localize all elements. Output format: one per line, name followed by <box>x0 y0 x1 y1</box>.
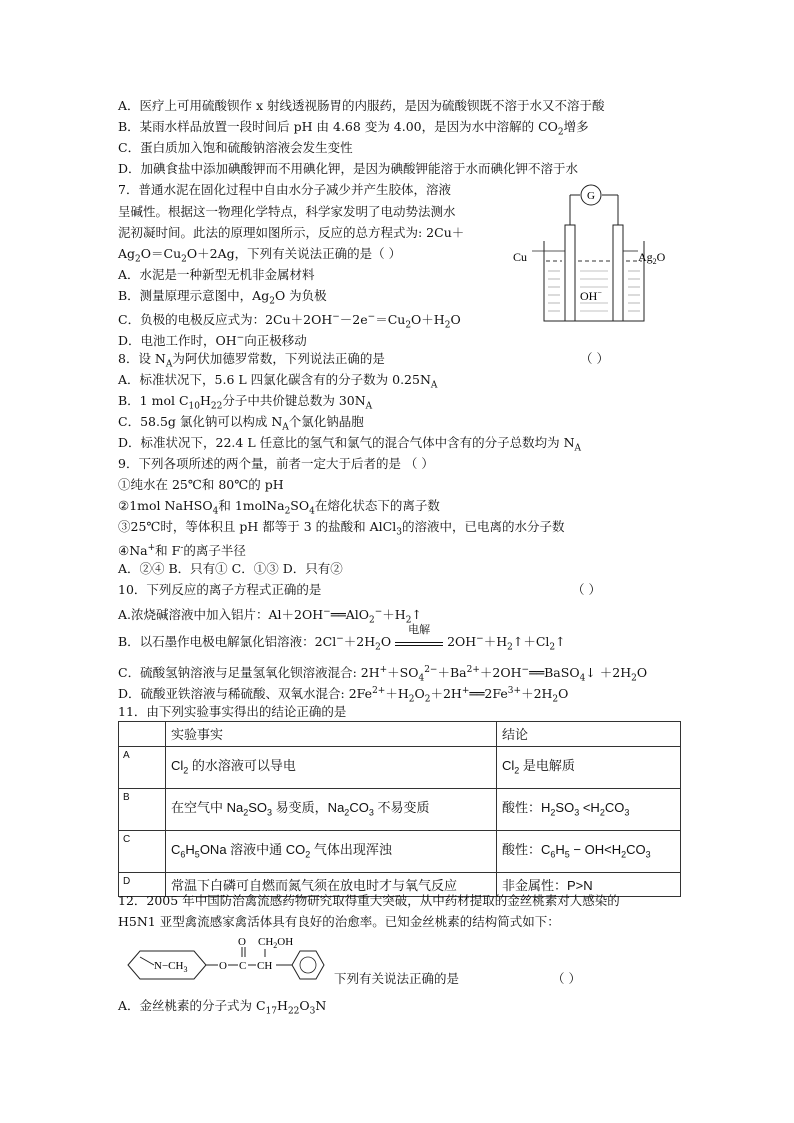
q8-answer-paren: （ ） <box>580 351 609 366</box>
row-conclusion: $Cl_2$ 是电解质 <box>502 758 575 776</box>
row-conclusion: 非金属性：P>N <box>502 878 593 893</box>
q7-stem-4: $Ag_2O=Cu_2O+2Ag$，下列有关说法正确的是（ ） <box>118 246 402 265</box>
electrochemistry-diagram <box>510 183 680 325</box>
q9-item-3: ③25℃时，等体积且 pH 都等于 3 的盐酸和 AlCl$_3$的溶液中，已电离的水分子数 <box>118 519 565 538</box>
header-fact: 实验事实 <box>171 727 224 742</box>
q7-option-a: A．水泥是一种新型无机非金属材料 <box>118 267 315 282</box>
q12-stem-3: 下列有关说法正确的是 <box>334 971 460 986</box>
q8-stem: 8．设 $N_A$为阿伏加德罗常数，下列说法正确的是 <box>118 351 385 370</box>
experiment-table <box>118 721 681 897</box>
row-fact: $C_6H_5ONa$ 溶液中通 $CO_2$ 气体出现浑浊 <box>171 842 392 860</box>
cu-electrode <box>565 225 575 321</box>
q10-option-b: B．以石墨作电极电解氯化铝溶液：$2Cl^-+2H_2O$ 电解 $2OH^-+H_2↑+Cl_2↑$ <box>118 623 566 653</box>
q7-option-b: B．测量原理示意图中，$Ag_2O$ 为负极 <box>118 288 327 307</box>
ch2oh-label: $CH_2OH$ <box>258 936 294 950</box>
table-row <box>119 789 681 831</box>
q11-stem: 11．由下列实验事实得出的结论正确的是 <box>118 704 347 719</box>
q7-stem-1: 7．普通水泥在固化过程中自由水分子减少并产生胶体，溶液 <box>118 182 451 197</box>
q8-option-a: A．标准状况下，5.6 L 四氯化碳含有的分子数为 $0.25N_A$ <box>118 372 438 391</box>
q7-stem-3: 泥初凝时间。此法的原理如图所示，反应的总方程式为: 2Cu＋ <box>118 225 465 240</box>
ch-label: CH <box>257 960 273 972</box>
row-id: B <box>119 789 166 831</box>
ag2o-electrode <box>613 225 623 321</box>
q6-option-b: B．某雨水样品放置一段时间后 pH 由 4.68 变为 4.00，是因为水中溶解的 $CO_2$增多 <box>118 119 589 138</box>
hydroxide-label: OH− <box>580 288 602 303</box>
q12-stem-2: H5N1 亚型禽流感家禽活体具有良好的治愈率。已知金丝桃素的结构简式如下： <box>118 914 560 929</box>
row-conclusion: 酸性：$H_2SO_3 <H_2CO_3$ <box>502 800 630 818</box>
q9-item-4: ④Na+和 F-的离子半径 <box>118 543 246 559</box>
row-fact: 在空气中 $Na_2SO_3$ 易变质，$Na_2CO_3$ 不易变质 <box>171 800 430 818</box>
row-id: C <box>119 831 166 873</box>
q10-option-c: C．硫酸氢钠溶液与足量氢氧化钡溶液混合: $2H^++SO_4^{2-}+Ba^{2+}+2OH^-══BaSO_4↓ +2H_2O$ <box>118 665 648 684</box>
row-fact: $Cl_2$ 的水溶液可以导电 <box>171 758 296 776</box>
n-methyl-label: $N-CH_3$ <box>154 960 188 974</box>
row-id: A <box>119 747 166 789</box>
q8-option-b: B．1 mol $C_{10}H_{22}$分子中共价键总数为 $30N_A$ <box>118 393 373 412</box>
beaker <box>544 241 644 321</box>
q9-item-1: ①纯水在 25℃和 80℃的 pH <box>118 477 284 492</box>
q6-option-d: D．加碘食盐中添加碘酸钾而不用碘化钾，是因为碘酸钾能溶于水而碘化钾不溶于水 <box>118 161 579 176</box>
table-row <box>119 747 681 789</box>
electrolysis-condition: 电解 <box>408 623 431 637</box>
q9-options: A．②④ B．只有① C．①③ D．只有② <box>118 561 343 576</box>
q9-item-2: ②1mol NaHSO$_4$和 $1molNa_2SO_4$在熔化状态下的离子数 <box>118 498 440 517</box>
table-row <box>119 831 681 873</box>
header-conclusion: 结论 <box>502 727 529 742</box>
cu-label: Cu <box>513 250 528 264</box>
galvanometer-label: G <box>587 190 595 202</box>
row-id: D <box>119 873 166 897</box>
q12-stem-1: 12．2005 年中国防治禽流感药物研究取得重大突破，从中药材提取的金丝桃素对人感染的 <box>118 893 620 908</box>
hypericin-structure <box>124 935 334 991</box>
q10-option-d: D．硫酸亚铁溶液与稀硫酸、双氧水混合: $2Fe^{2+}+H_2O_2+2H^+══2Fe^{3+}+2H_2O$ <box>118 686 569 705</box>
q12-option-a: A．金丝桃素的分子式为 $C_{17}H_{22}O_3N$ <box>118 998 327 1017</box>
row-conclusion: 酸性：$C_6H_5 - OH<H_2CO_3$ <box>502 842 651 860</box>
q10-stem: 10．下列反应的离子方程式正确的是 <box>118 582 322 597</box>
q8-option-c: C．58.5g 氯化钠可以构成 $N_A$个氯化钠晶胞 <box>118 414 364 433</box>
q7-stem-2: 呈碱性。根据这一物理化学特点，科学家发明了电动势法测水 <box>118 204 456 219</box>
table-header-row <box>119 722 681 747</box>
q6-option-a: A．医疗上可用硫酸钡作 x 射线透视肠胃的内服药，是因为硫酸钡既不溶于水又不溶于酸 <box>118 98 605 113</box>
q8-option-d: D．标准状况下，22.4 L 任意比的氢气和氯气的混合气体中含有的分子总数均为 $N_A$ <box>118 435 582 454</box>
q7-option-d: D．电池工作时，OH−向正极移动 <box>118 333 307 349</box>
ester-oxygen-label: O <box>219 960 227 972</box>
q10-answer-paren: （ ） <box>572 582 601 597</box>
ag2o-label: $Ag_2O$ <box>638 250 666 266</box>
q12-answer-paren: （ ） <box>552 971 581 986</box>
q9-stem: 9．下列各项所述的两个量，前者一定大于后者的是 （ ） <box>118 456 434 471</box>
carbonyl-oxygen-label: O <box>238 936 246 948</box>
benzene-ring <box>292 951 324 979</box>
row-fact: 常温下白磷可自燃而氮气须在放电时才与氧气反应 <box>171 878 458 893</box>
q6-option-c: C．蛋白质加入饱和硫酸钠溶液会发生变性 <box>118 140 353 155</box>
electrolysis-arrow <box>395 623 443 646</box>
q10-option-a: A.浓烧碱溶液中加入铝片：$Al+2OH^-══AlO_2^-+H_2↑$ <box>118 607 422 626</box>
q7-option-c: C．负极的电极反应式为：$2Cu+2OH^--2e^-=Cu_2O+H_2O$ <box>118 312 461 331</box>
carbonyl-carbon-label: C <box>239 960 247 972</box>
